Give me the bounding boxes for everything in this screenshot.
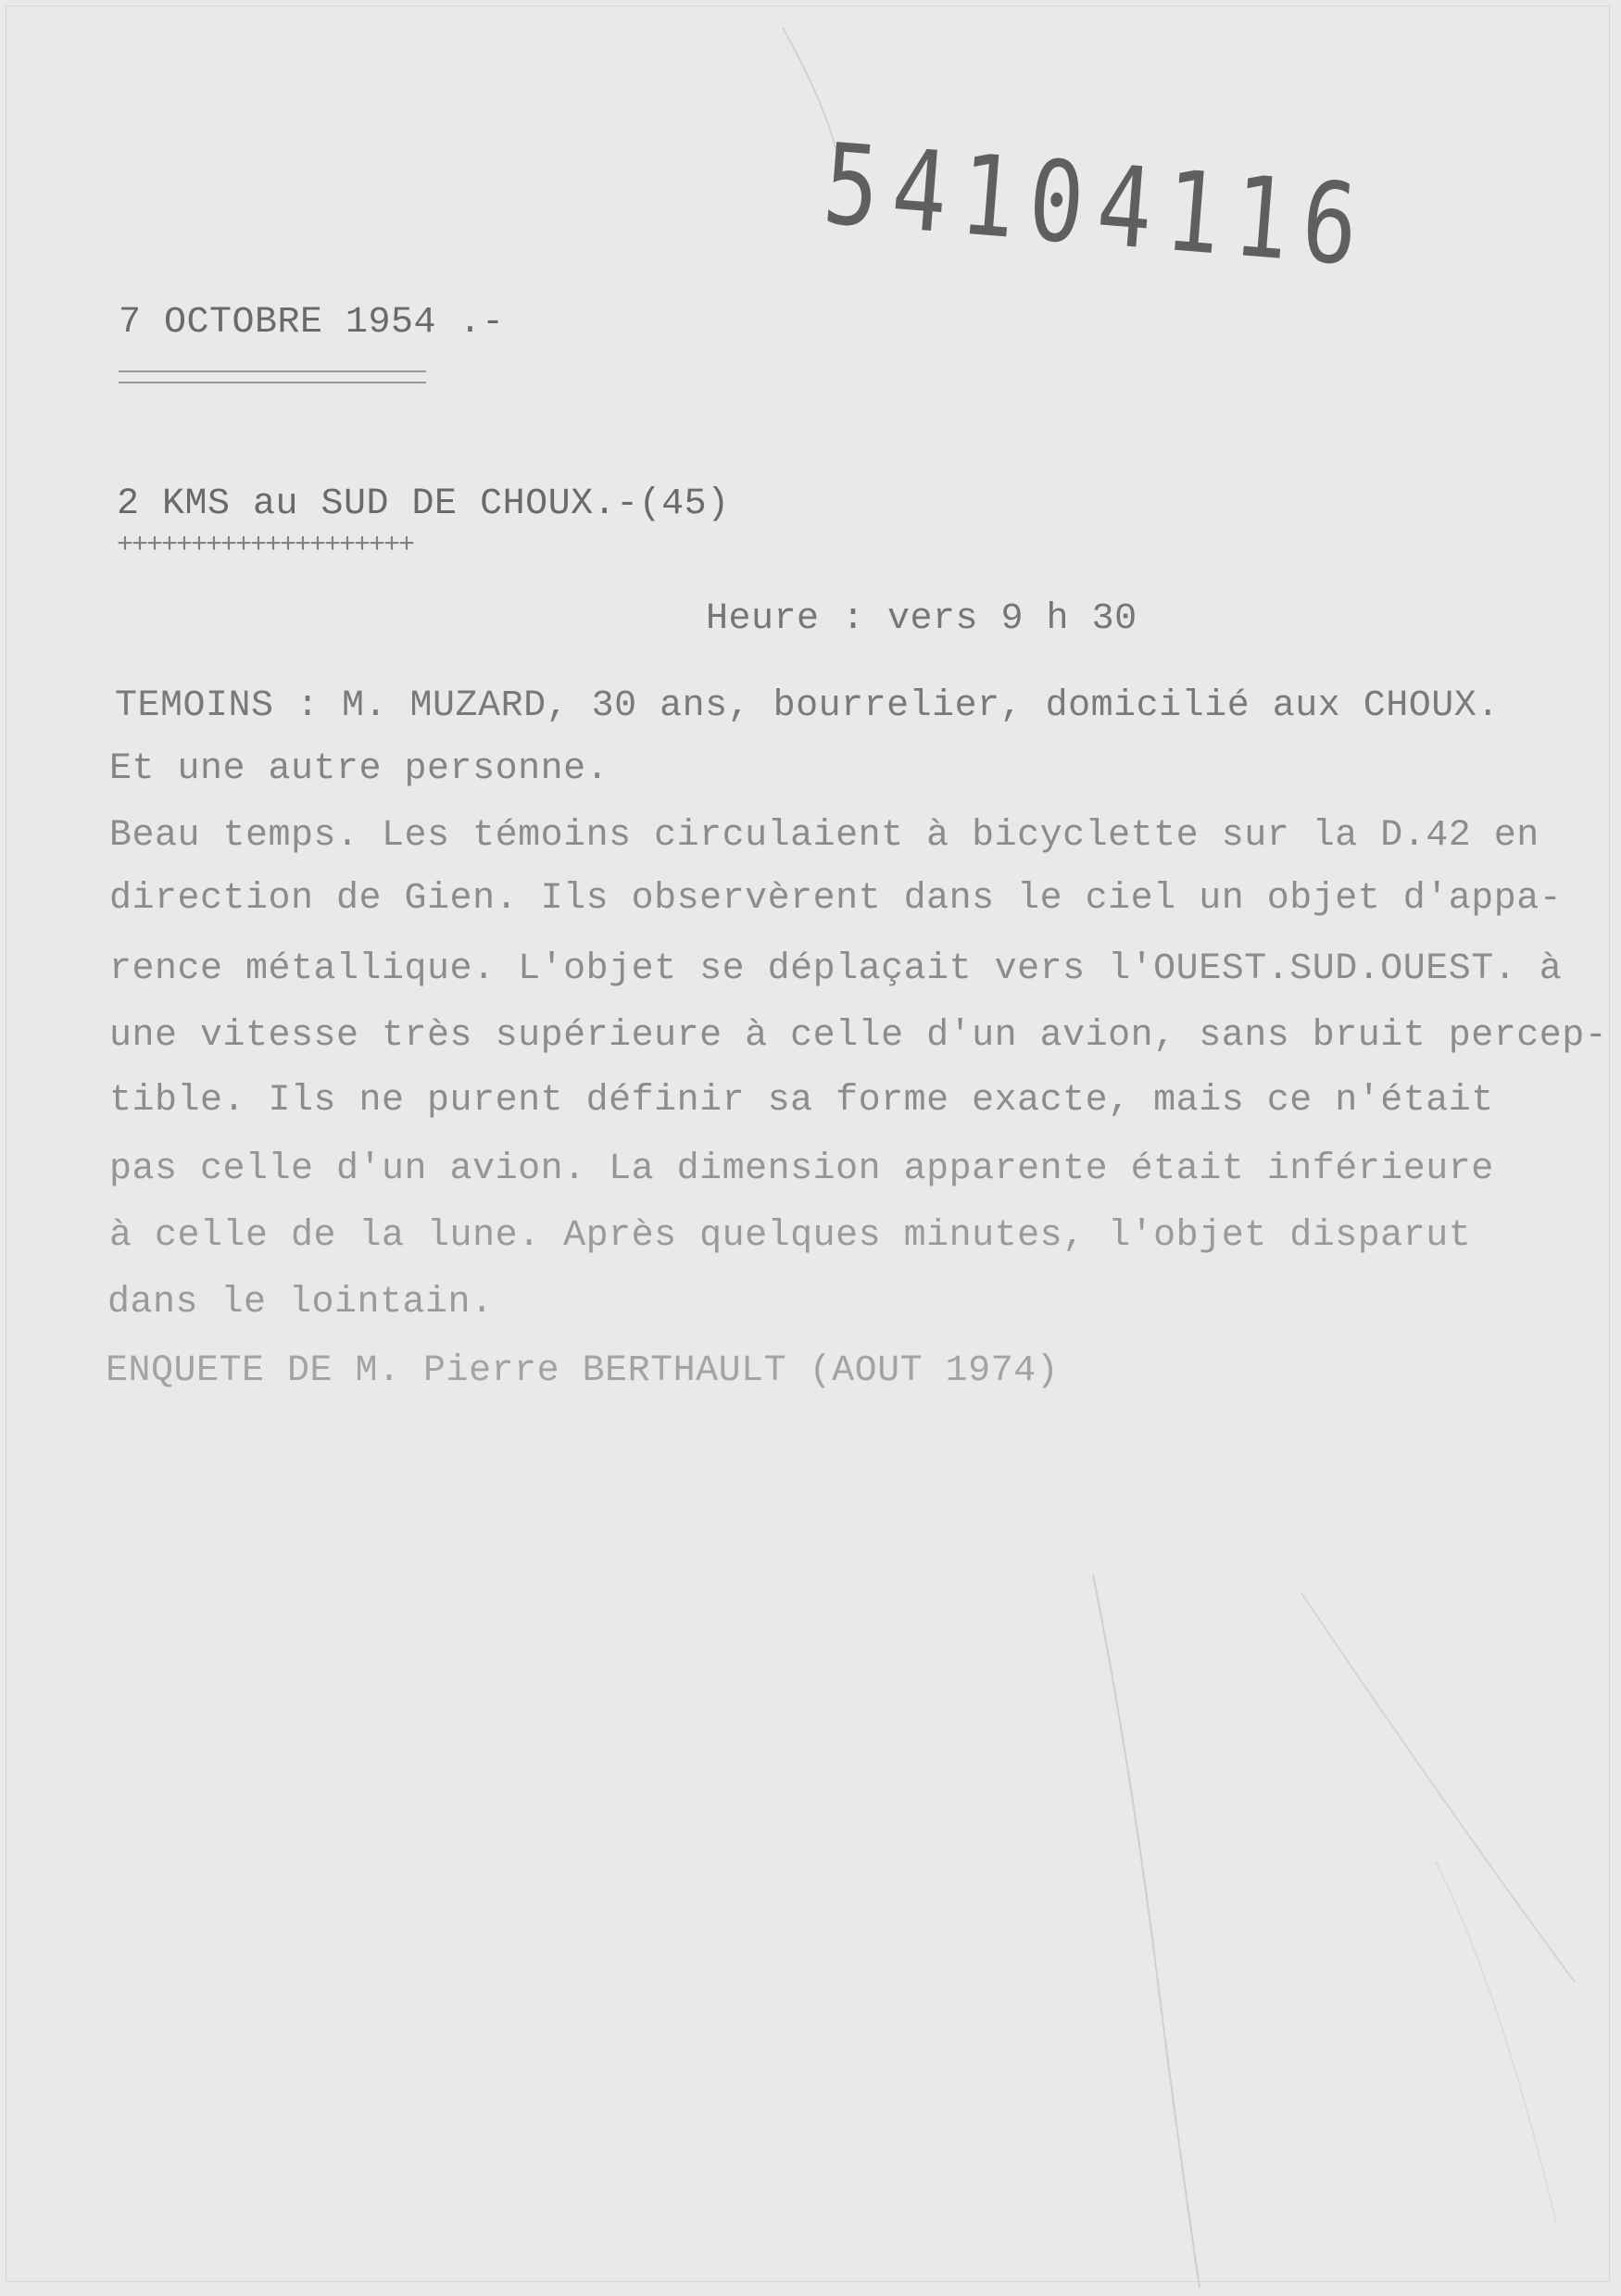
page-border — [6, 6, 1610, 2282]
body-line: à celle de la lune. Après quelques minutes, l'objet disparut — [109, 1215, 1472, 1257]
body-line: pas celle d'un avion. La dimension apparente était inférieure — [109, 1148, 1494, 1190]
investigation-credit: ENQUETE DE M. Pierre BERTHAULT (AOUT 1974) — [106, 1350, 1060, 1392]
body-line: dans le lointain. — [107, 1282, 494, 1324]
date-double-underline — [119, 370, 426, 383]
time-line: Heure : vers 9 h 30 — [706, 598, 1137, 640]
body-line: Beau temps. Les témoins circulaient à bicyclette sur la D.42 en — [109, 815, 1539, 857]
location-heading: 2 KMS au SUD DE CHOUX.-(45) — [117, 483, 730, 525]
witnesses-line: TEMOINS : M. MUZARD, 30 ans, bourrelier, domicilié aux CHOUX. — [115, 685, 1500, 727]
body-line: Et une autre personne. — [109, 748, 609, 790]
body-line: direction de Gien. Ils observèrent dans le ciel un objet d'appa- — [109, 878, 1563, 920]
date-heading: 7 OCTOBRE 1954 .- — [119, 302, 505, 344]
reference-number-stamp: 54104116 — [819, 120, 1376, 293]
body-line: tible. Ils ne purent définir sa forme exacte, mais ce n'était — [109, 1080, 1494, 1122]
body-line: rence métallique. L'objet se déplaçait vers l'OUEST.SUD.OUEST. à — [109, 948, 1563, 990]
body-line: une vitesse très supérieure à celle d'un avion, sans bruit percep- — [109, 1015, 1608, 1057]
location-underline: ++++++++++++++++++++ — [117, 530, 414, 561]
